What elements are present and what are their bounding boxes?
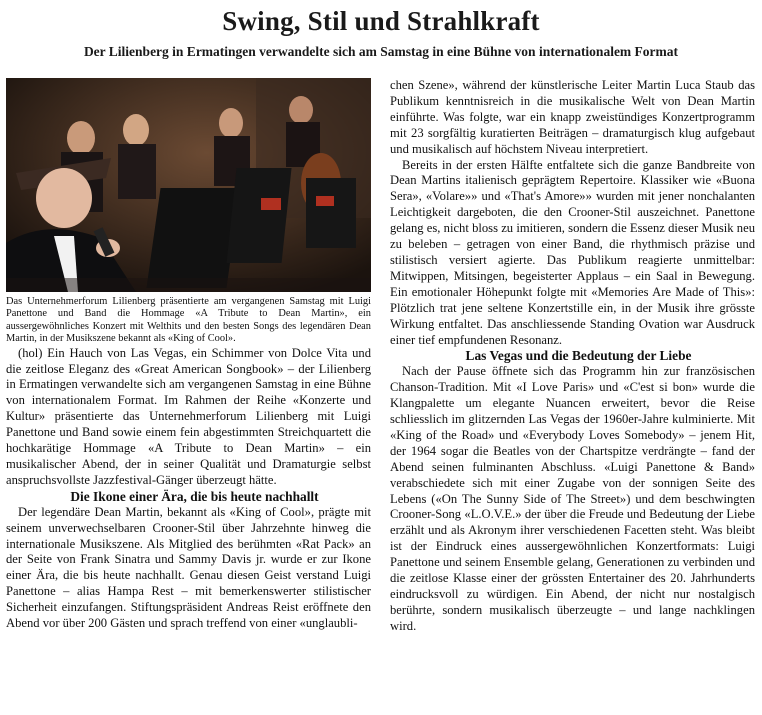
subhead-ikone: Die Ikone einer Ära, die bis heute nachhallt	[70, 488, 319, 504]
paragraph-intro: (hol) Ein Hauch von Las Vegas, ein Schimmer von Dolce Vita und die zeitlose Eleganz des «Great American Songbook» – der Lilienberg in Ermatingen verwandelte sich am vergangenen Samstag in eine Bühne von internationalem Format. Im Rahmen der Reihe «Konzerte und Kultur» präsentierte das Unternehmerforum Lilienberg mit Luigi Panettone und Band sowie einem fein abgestimmten Streichquartett die hochkarätige Hommage «A Tribute to Dean Martin» – ein musikalischer Abend, der in seiner Qualität und Dramaturgie selbst anspruchsvollste Jazzfestival-Gänger überzeugt hätte.	[6, 345, 371, 487]
subhead-las-vegas: Las Vegas und die Bedeutung der Liebe	[465, 348, 692, 364]
photo-caption	[6, 296, 371, 346]
subheadline: Der Lilienberg in Ermatingen verwandelte sich am Samstag in eine Bühne von internationalem Format	[83, 44, 679, 59]
headline: Swing, Stil und Strahlkraft	[222, 6, 540, 36]
photo-caption-text: Das Unternehmerforum Lilienberg präsentierte am vergangenen Samstag mit Luigi Panettone und Band die Hommage «A Tribute to Dean Martin», ein aussergewöhnliches Konzert mit Welthits und den besten Songs des legendären Dean Martin, in der Musikszene bekannt als «King of Cool».	[6, 296, 371, 345]
paragraph-continuation: chen Szene», während der künstlerische Leiter Martin Luca Staub das Publikum kenntnisreich in die musikalische Welt von Dean Martin einführte. Was folgte, war ein knapp zweistündiges Konzertprogramm mit 23 sorgfältig kuratierten Beiträgen – dramaturgisch klug aufgebaut und musikalisch auf höchstem Niveau interpretiert.	[390, 78, 755, 156]
concert-photo	[6, 78, 371, 292]
right-column	[390, 78, 755, 635]
left-column	[6, 78, 371, 632]
paragraph-second-half: Nach der Pause öffnete sich das Programm hin zur französischen Chanson-Tradition. Mit «I Love Paris» und «C'est si bon» wurde die Klangpalette um elegante Nuancen erweitert, bevor die Reise schliesslich im glitzernden Las Vegas der 1960er-Jahre kulminierte. Mit «King of the Road» und «Everybody Loves Somebody» – jenem Hit, der 1964 sogar die Beatles von der Chartspitze verdrängte – fand der Abend seinen fulminanten Abschluss. «Luigi Panettone & Band» verabschiedete sich mit einer Zugabe von der sonnigen Seite des Lebens («On The Sunny Side of The Street») und dem beschwingten Crooner-Song «L.O.V.E.» der über die Freude und Bedeutung der Liebe erzählt und als Akronym ihrer verschiedenen Facetten steht. Was bleibt ist der Eindruck eines aussergewöhnlichen Konzertformats: Luigi Panettone und seinem Ensemble gelang, Generationen zu verbinden und die zeitlose Klasse einer der grössten Entertainer des 20. Jahrhunderts eindrucksvoll zu würdigen. Ein Abend, der nicht nur nostalgisch berührte, sondern musikalisch überzeugte – und lange nachklingen wird.	[390, 364, 755, 633]
paragraph-dean-martin: Der legendäre Dean Martin, bekannt als «King of Cool», prägte mit seinem unverwechselbaren Crooner-Stil über Jahrzehnte hinweg die internationale Musikszene. Als Mitglied des berühmten «Rat Pack» an der Seite von Frank Sinatra und Sammy Davis jr. wurde er zur Ikone einer Ära, die bis heute nachhallt. Genau diesen Geist verstand Luigi Panettone – alias Hampa Rest – mit bemerkenswerter stilistischer Sicherheit einzufangen. Stiftungspräsident Andreas Reist eröffnete den Abend vor über 200 Gästen und sprach treffend von einer «unglaubli-	[6, 504, 371, 631]
paragraph-first-half: Bereits in der ersten Hälfte entfaltete sich die ganze Bandbreite von Dean Martins italienisch geprägtem Repertoire. Klassiker wie «Buona Sera», «Volare»» und «That's Amore»» wurden mit jener nonchalanten Leichtigkeit dargeboten, die den Crooner-Stil auszeichnet. Panettone gelang es, nicht bloss zu imitieren, sondern die Essenz dieser Musik neu zu beleben – getragen von einer Band, die rhythmisch präzise und stilistisch versiert agierte. Das Publikum reagierte unmittelbar: Mitwippen, Mitsingen, begeisterter Applaus – ein Saal in Bewegung. Ein emotionaler Höhepunkt folgte mit «Memories Are Made of This»: Plötzlich trat jene seltene Konzertstille ein, in der Musik ihre grösste Wirkung entfaltet. Das anschliessende Standing Ovation war Ausdruck einer tief empfundenen Resonanz.	[390, 157, 755, 347]
